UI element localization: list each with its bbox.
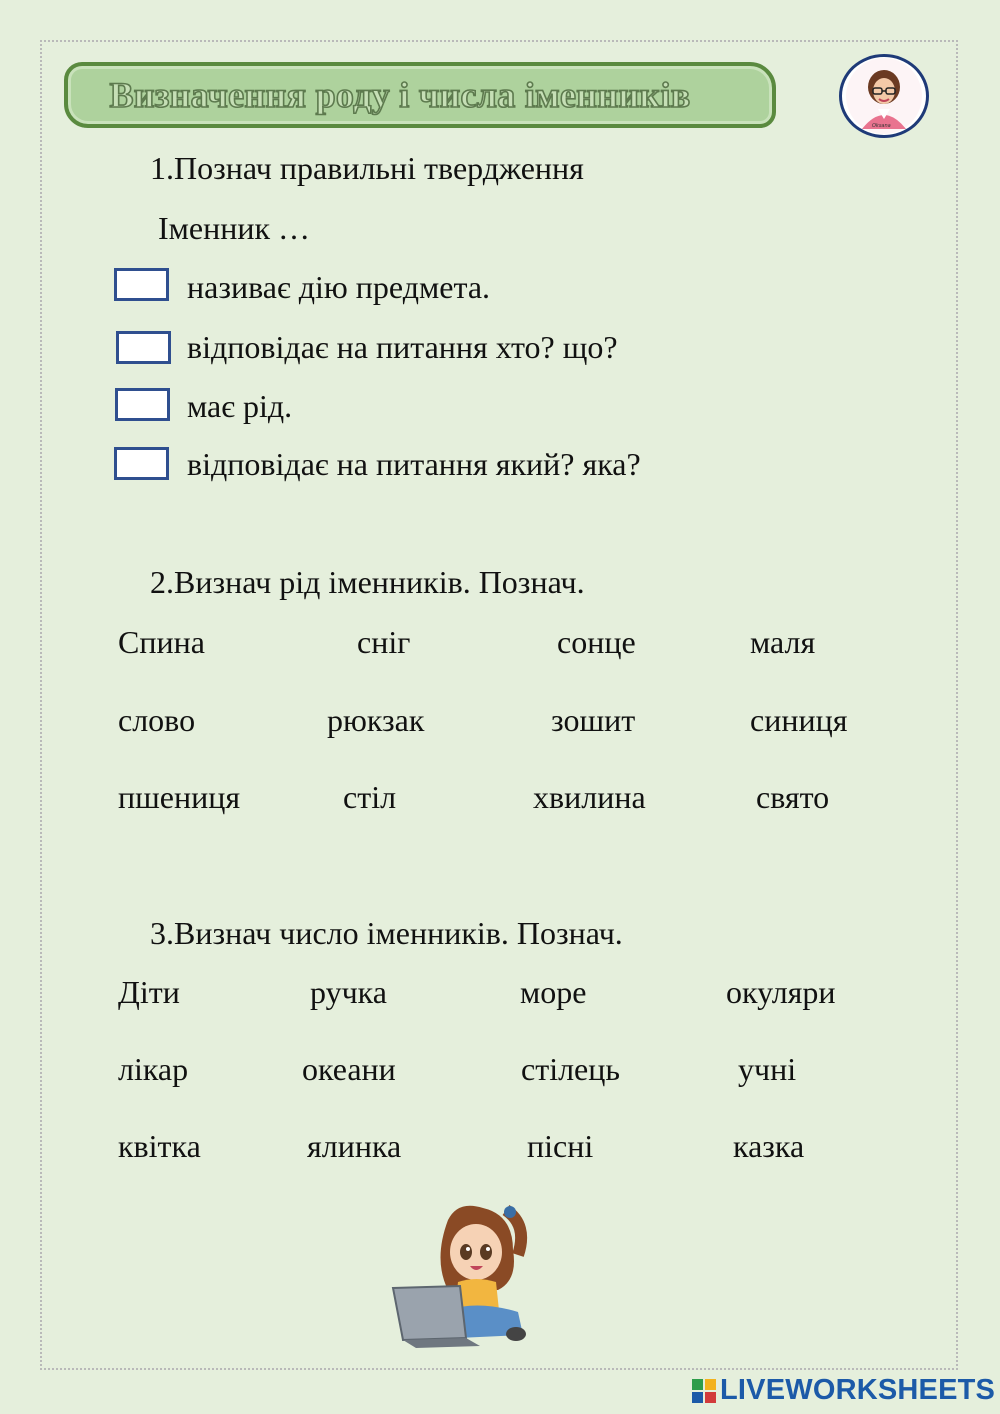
teacher-avatar-icon	[839, 54, 929, 138]
task2-word[interactable]: Спина	[118, 624, 205, 660]
task2-word[interactable]: слово	[118, 702, 196, 738]
task2-word[interactable]: сонце	[557, 624, 636, 660]
option-4-label: відповідає на питання який? яка?	[187, 446, 641, 482]
option-1-checkbox[interactable]	[114, 268, 169, 301]
option-2-label: відповідає на питання хто? що?	[187, 329, 618, 365]
task3-word[interactable]: учні	[738, 1051, 797, 1087]
task3-word[interactable]: океани	[302, 1051, 396, 1087]
title-banner	[64, 62, 776, 128]
task3-word[interactable]: Діти	[118, 974, 180, 1010]
task3-word[interactable]: ялинка	[307, 1128, 402, 1164]
task2-word[interactable]: хвилина	[533, 779, 646, 815]
task2-word[interactable]: сніг	[357, 624, 411, 660]
option-2-checkbox[interactable]	[116, 331, 171, 364]
task3-word[interactable]: казка	[733, 1128, 805, 1164]
task3-word[interactable]: море	[520, 974, 587, 1010]
task2-word[interactable]: пшениця	[118, 779, 241, 815]
task1-title: 1.Познач правильні твердження	[150, 150, 584, 186]
option-1-label: називає дію предмета.	[187, 269, 491, 305]
task3-word[interactable]: пісні	[527, 1128, 594, 1164]
option-4-checkbox[interactable]	[114, 447, 169, 480]
task2-word[interactable]: синиця	[750, 702, 848, 738]
logo-text: LIVEWORKSHEETS	[720, 1374, 996, 1406]
task3-title: 3.Визнач число іменників. Познач.	[150, 915, 623, 951]
svg-text:Oksana: Oksana	[872, 123, 891, 129]
task2-title: 2.Визнач рід іменників. Познач.	[150, 564, 585, 600]
task3-word[interactable]: ручка	[310, 974, 387, 1010]
task2-word[interactable]: стіл	[343, 779, 397, 815]
task2-word[interactable]: зошит	[551, 702, 636, 738]
task1-subtitle: Іменник …	[158, 210, 311, 246]
liveworksheets-logo-icon	[692, 1379, 716, 1403]
option-3-label: має рід.	[187, 388, 293, 424]
task3-word[interactable]: лікар	[118, 1051, 189, 1087]
task3-word[interactable]: стілець	[521, 1051, 620, 1087]
task2-word[interactable]: рюкзак	[327, 702, 425, 738]
liveworksheets-logo[interactable]	[692, 1374, 995, 1407]
task2-word[interactable]: маля	[750, 624, 816, 660]
task3-word[interactable]: квітка	[118, 1128, 201, 1164]
task2-word[interactable]: свято	[756, 779, 830, 815]
girl-with-laptop-icon	[388, 1200, 548, 1350]
task3-word[interactable]: окуляри	[726, 974, 836, 1010]
page-title: Визначення роду і числа іменників	[109, 75, 691, 115]
option-3-checkbox[interactable]	[115, 388, 170, 421]
